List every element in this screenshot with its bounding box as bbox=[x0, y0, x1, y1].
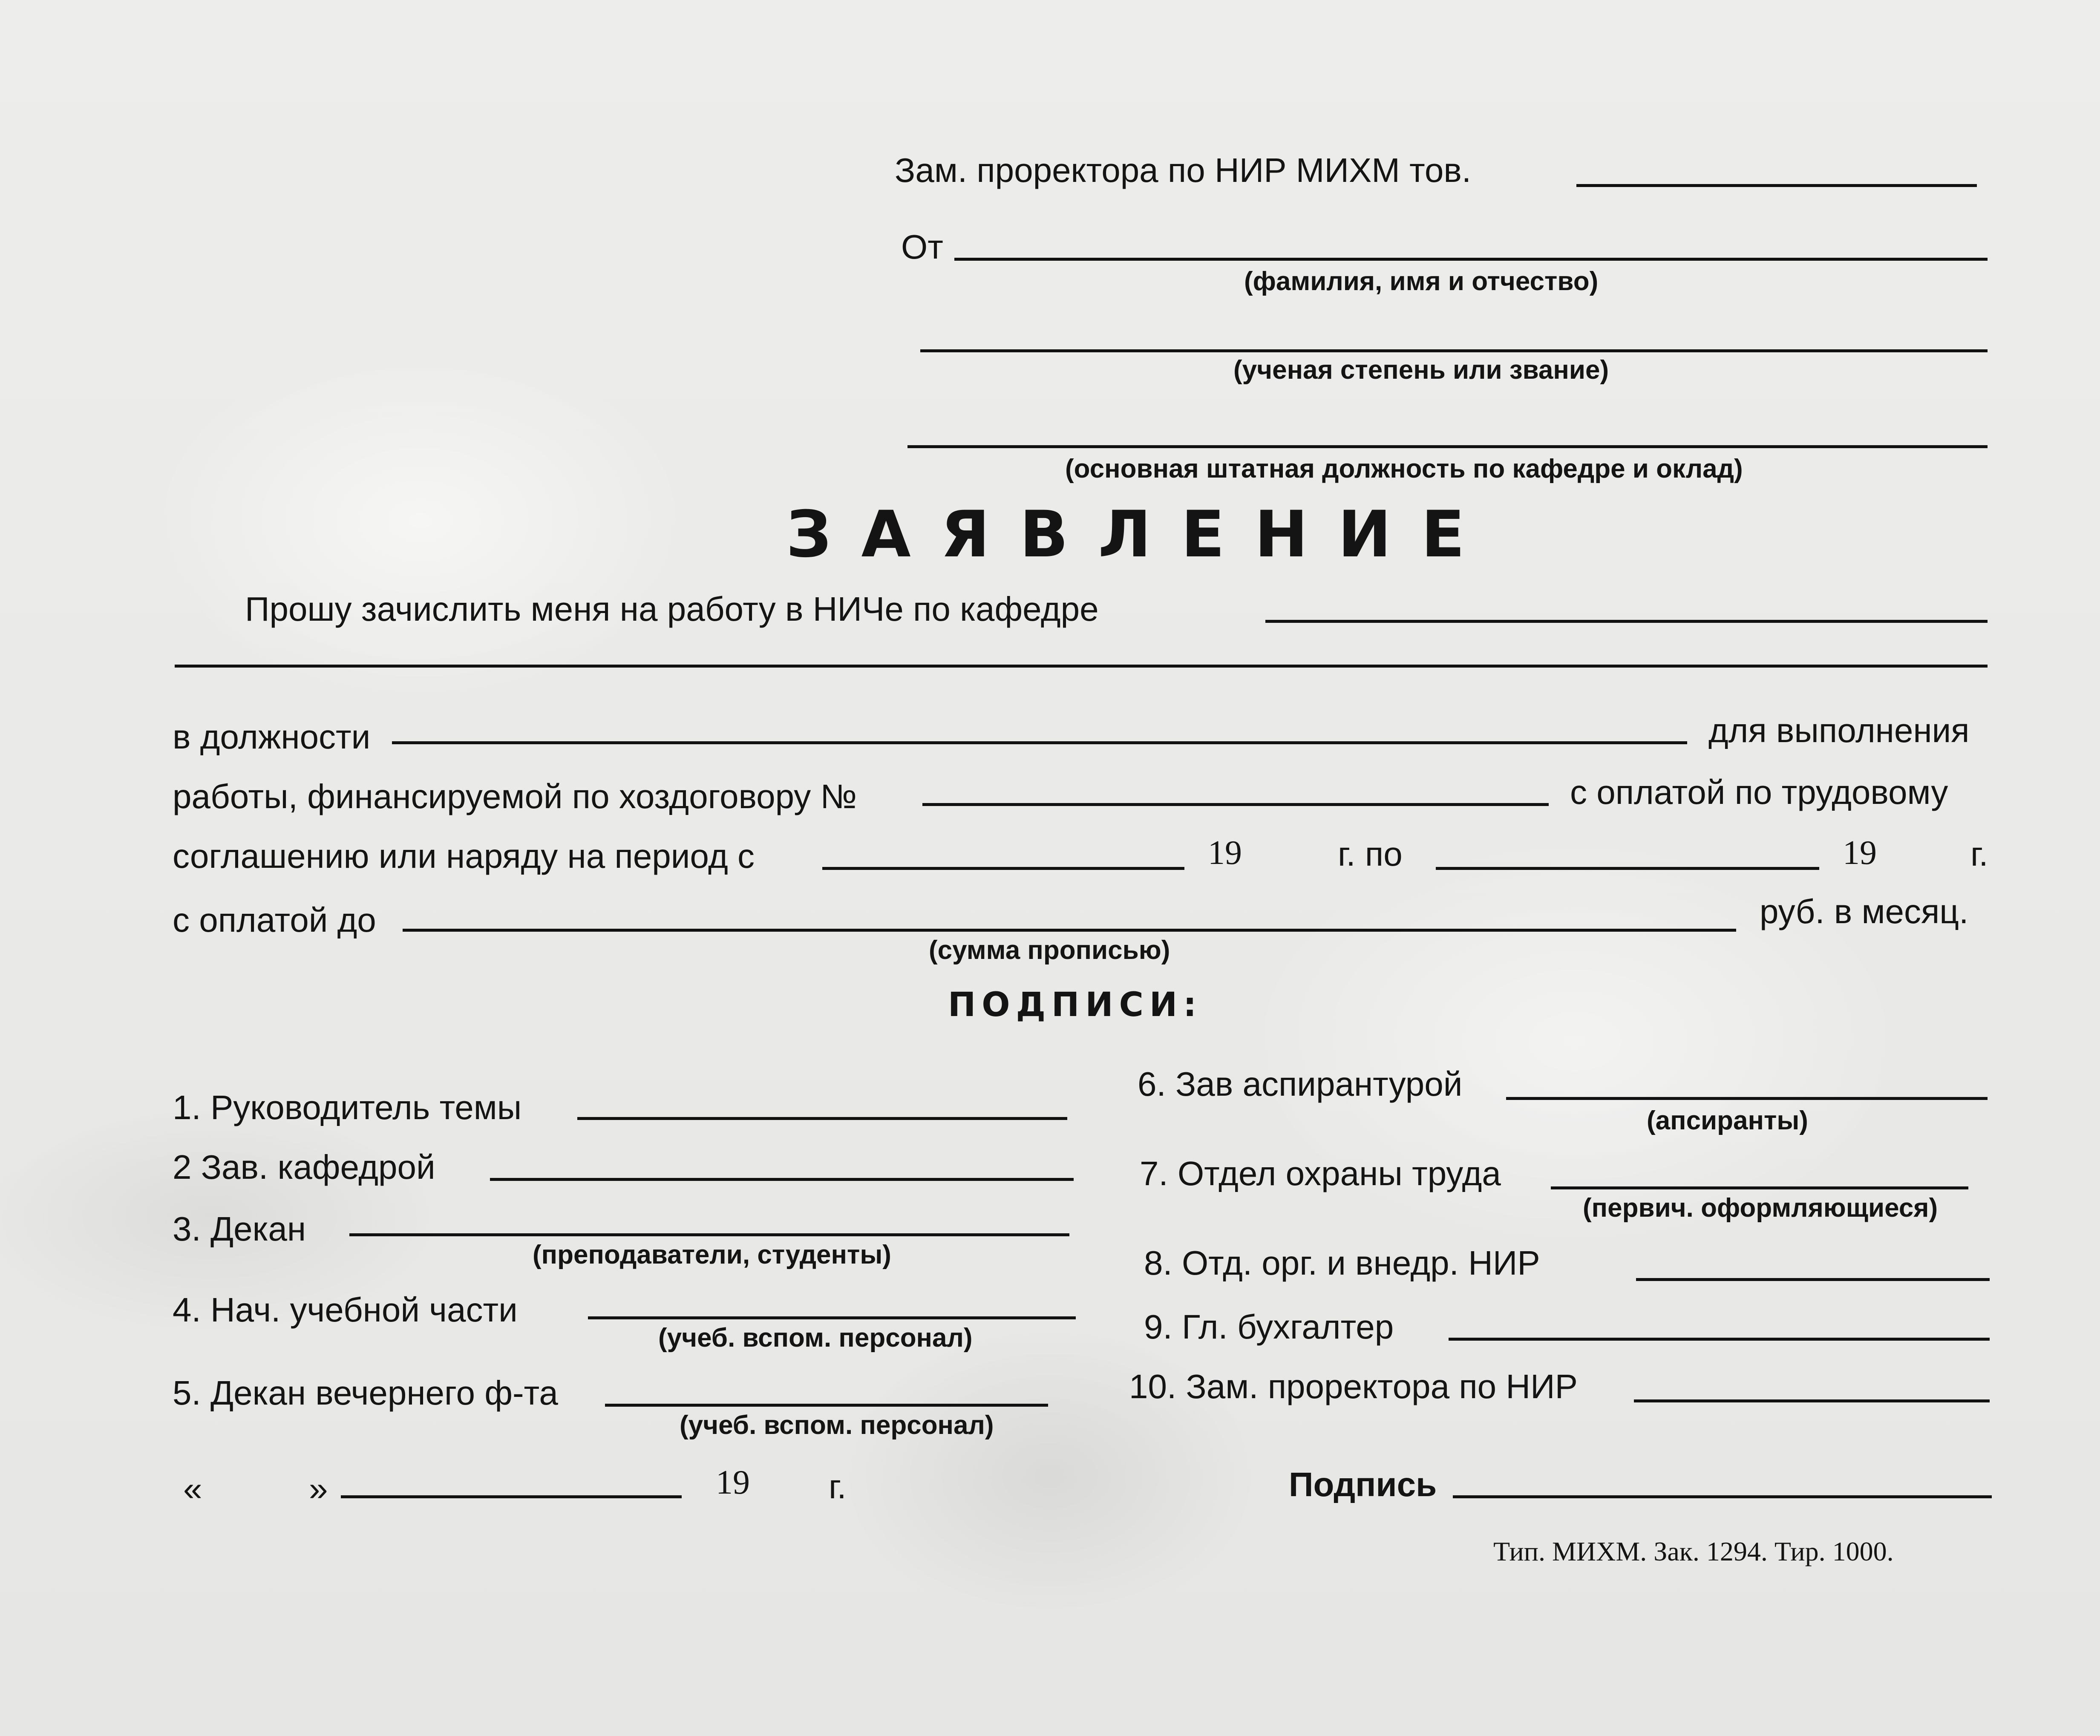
paid-by-text: с оплатой по трудовому bbox=[1570, 773, 1948, 811]
sig-field-8[interactable] bbox=[1636, 1278, 1990, 1281]
sig-field-4[interactable] bbox=[588, 1316, 1076, 1319]
per-month-text: руб. в месяц. bbox=[1760, 892, 1969, 930]
work-funded-text: работы, финансируемой по хоздоговору № bbox=[173, 777, 857, 815]
contract-number-field[interactable] bbox=[922, 803, 1549, 806]
from-name-field[interactable] bbox=[954, 258, 1988, 261]
hint-degree: (ученая степень или звание) bbox=[1233, 355, 1609, 385]
sig-field-2[interactable] bbox=[490, 1178, 1074, 1181]
sig-field-7[interactable] bbox=[1551, 1186, 1968, 1189]
date-suffix: г. bbox=[829, 1468, 847, 1506]
sig-hint-5: (учеб. вспом. персонал) bbox=[680, 1411, 994, 1440]
date-year: 19 bbox=[716, 1464, 750, 1501]
hint-name: (фамилия, имя и отчество) bbox=[1244, 267, 1599, 296]
sig-field-3[interactable] bbox=[349, 1233, 1069, 1236]
sig-field-1[interactable] bbox=[577, 1117, 1067, 1120]
print-imprint: Тип. МИХМ. Зак. 1294. Тир. 1000. bbox=[1493, 1536, 1894, 1566]
sig-label-6: 6. Зав аспирантурой bbox=[1138, 1065, 1463, 1103]
signatures-title: ПОДПИСИ: bbox=[948, 986, 1203, 1024]
department-field-line2[interactable] bbox=[175, 665, 1988, 668]
sig-hint-7: (первич. оформляющиеся) bbox=[1583, 1193, 1938, 1223]
sig-label-1: 1. Руководитель темы bbox=[173, 1088, 522, 1126]
sig-hint-3: (преподаватели, студенты) bbox=[533, 1240, 891, 1270]
hint-sum: (сумма прописью) bbox=[929, 936, 1170, 965]
sig-label-9: 9. Гл. бухгалтер bbox=[1144, 1308, 1394, 1346]
position-label: в должности bbox=[173, 718, 371, 756]
signature-field[interactable] bbox=[1453, 1495, 1992, 1498]
sig-label-5: 5. Декан вечернего ф-та bbox=[173, 1374, 558, 1412]
sig-label-3: 3. Декан bbox=[173, 1210, 306, 1248]
year-suffix-2: г. bbox=[1970, 835, 1988, 873]
addressee-field[interactable] bbox=[1576, 184, 1977, 187]
signature-label: Подпись bbox=[1289, 1465, 1437, 1503]
year-prefix-2: 19 bbox=[1843, 834, 1877, 872]
date-close-quote: » bbox=[309, 1470, 328, 1508]
period-end-field[interactable] bbox=[1436, 867, 1819, 870]
year-suffix-1: г. по bbox=[1338, 835, 1403, 873]
addressee-label: Зам. проректора по НИР МИХМ тов. bbox=[895, 151, 1472, 189]
sig-label-10: 10. Зам. проректора по НИР bbox=[1129, 1367, 1578, 1405]
department-field[interactable] bbox=[1265, 620, 1988, 623]
salary-field[interactable] bbox=[403, 929, 1736, 932]
sig-label-8: 8. Отд. орг. и внедр. НИР bbox=[1144, 1244, 1540, 1282]
degree-field[interactable] bbox=[920, 349, 1988, 352]
sig-hint-6: (апсиранты) bbox=[1647, 1106, 1808, 1135]
sig-field-9[interactable] bbox=[1449, 1338, 1990, 1341]
position-field[interactable] bbox=[392, 741, 1687, 744]
agreement-period-text: соглашению или наряду на период с bbox=[173, 837, 755, 875]
year-prefix-1: 19 bbox=[1208, 834, 1242, 872]
position-salary-field[interactable] bbox=[907, 445, 1988, 448]
sig-label-4: 4. Нач. учебной части bbox=[173, 1291, 518, 1329]
date-open-quote: « bbox=[183, 1470, 202, 1508]
period-start-field[interactable] bbox=[822, 867, 1184, 870]
sig-label-7: 7. Отдел охраны труда bbox=[1140, 1154, 1501, 1192]
sig-hint-4: (учеб. вспом. персонал) bbox=[658, 1323, 973, 1353]
sig-field-10[interactable] bbox=[1634, 1399, 1990, 1402]
document-title: ЗАЯВЛЕНИЕ bbox=[786, 498, 1495, 572]
date-field[interactable] bbox=[341, 1495, 682, 1498]
sig-label-2: 2 Зав. кафедрой bbox=[173, 1148, 435, 1186]
for-work-text: для выполнения bbox=[1708, 711, 1970, 749]
hint-position: (основная штатная должность по кафедре и оклад) bbox=[1065, 454, 1743, 484]
from-label: От bbox=[901, 228, 943, 266]
sig-field-6[interactable] bbox=[1506, 1097, 1988, 1100]
sig-field-5[interactable] bbox=[605, 1404, 1048, 1407]
salary-label: с оплатой до bbox=[173, 901, 376, 939]
request-text: Прошу зачислить меня на работу в НИЧе по кафедре bbox=[245, 590, 1099, 628]
